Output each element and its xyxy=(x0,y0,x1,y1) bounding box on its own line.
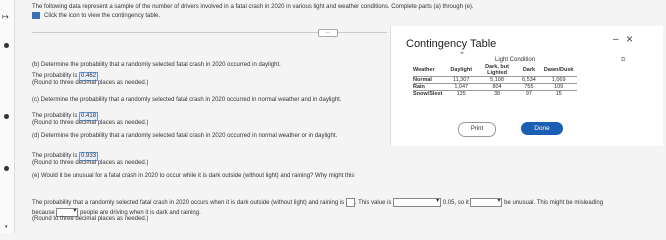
left-sidebar xyxy=(0,0,15,233)
chevron-down-icon[interactable]: ▾ xyxy=(5,224,8,230)
light-condition-header: Light Condition xyxy=(495,57,536,63)
bullet-d xyxy=(4,114,9,119)
row-label: Rain xyxy=(413,84,425,90)
col-daylight: Daylight xyxy=(450,67,473,73)
answer-d-prefix: The probability is xyxy=(32,153,78,159)
note-e: (Round to three decimal places as needed.) xyxy=(32,216,149,222)
cell: 135 xyxy=(456,91,466,97)
answer-e-row xyxy=(32,198,662,207)
answer-e-probability-input[interactable] xyxy=(346,198,355,207)
e-sentence-5: because xyxy=(32,210,55,217)
row-label: Snow/Sleet xyxy=(413,91,443,97)
copy-icon[interactable]: ⧉ xyxy=(621,57,626,63)
col-dark-lighted: Dark, but Lighted xyxy=(485,64,509,76)
close-button[interactable]: × xyxy=(626,32,634,46)
question-e: (e) Would it be unusual for a fatal crash in 2020 to occur while it is dark outside (without light) and raining? Why might this xyxy=(32,173,355,179)
comparison-dropdown[interactable] xyxy=(393,198,441,207)
e-sentence-2: . This value is xyxy=(354,200,392,207)
weather-header: Weather xyxy=(413,67,435,73)
cell: 109 xyxy=(554,84,564,90)
icon-hint: Click the icon to view the contingency table. xyxy=(44,13,161,19)
table-row xyxy=(413,77,577,84)
col-dark: Dark xyxy=(522,67,536,73)
e-sentence-1: The probability that a randomly selected fatal crash in 2020 occurs when it is dark outside (without light) and raining is xyxy=(32,200,345,207)
cell: 6,534 xyxy=(522,77,536,83)
cell: 1,047 xyxy=(454,84,469,90)
question-c: (c) Determine the probability that a randomly selected fatal crash in 2020 occurred in normal weather and in daylight. xyxy=(32,97,342,103)
question-b: (b) Determine the probability that a randomly selected fatal crash in 2020 occurred in daylight. xyxy=(32,62,281,68)
print-button[interactable]: Print xyxy=(458,122,496,137)
cell: 755 xyxy=(524,84,534,90)
table-row xyxy=(413,91,577,98)
bullet-b xyxy=(4,43,9,48)
answer-b-input[interactable]: 0.462 xyxy=(81,73,97,79)
answer-c-input[interactable]: 0.418 xyxy=(81,113,97,119)
done-button[interactable]: Done xyxy=(521,122,563,135)
note-c: (Round to three decimal places as needed.) xyxy=(32,120,149,126)
minimize-button[interactable]: – xyxy=(613,34,619,45)
cell: 5,108 xyxy=(490,77,504,83)
cell: 97 xyxy=(525,91,532,97)
e-sentence-3: 0.05, so it xyxy=(442,200,469,207)
cell: 1,069 xyxy=(551,77,566,83)
table-row xyxy=(413,84,577,91)
cell: 15 xyxy=(555,91,562,97)
bullet-e xyxy=(4,166,9,171)
e-sentence-4: be unusual. This might be misleading xyxy=(504,200,604,207)
answer-b-prefix: The probability is xyxy=(32,73,78,79)
question-d: (d) Determine the probability that a randomly selected fatal crash in 2020 occurred in normal weather or in daylight. xyxy=(32,133,338,139)
arrow-icon: ↦ xyxy=(2,12,9,21)
cell: 804 xyxy=(492,84,502,90)
answer-c-prefix: The probability is xyxy=(32,113,78,119)
answer-d-input[interactable]: 0.933 xyxy=(81,153,97,159)
would-dropdown[interactable] xyxy=(470,198,502,207)
col-dawn-dusk: Dawn/Dusk xyxy=(543,67,574,73)
e-sentence-6: people are driving when it is dark and raining. xyxy=(80,210,201,217)
cell: 38 xyxy=(493,91,501,97)
popup-title: Contingency Table xyxy=(406,38,497,50)
table-icon[interactable] xyxy=(32,12,40,19)
expand-handle[interactable]: ··· xyxy=(318,29,338,37)
row-label: Normal xyxy=(413,77,432,83)
note-d: (Round to three decimal places as needed.) xyxy=(32,160,149,166)
cell: 11,307 xyxy=(452,77,470,83)
note-b: (Round to three decimal places as needed.) xyxy=(32,80,149,86)
contingency-table xyxy=(413,64,577,97)
intro-text: The following data represent a sample of the number of drivers involved in a fatal crash in 2020 in various light and weather conditions. Complete parts (a) through (e). xyxy=(32,4,474,10)
cursor-icon: ⌖ xyxy=(460,50,464,57)
